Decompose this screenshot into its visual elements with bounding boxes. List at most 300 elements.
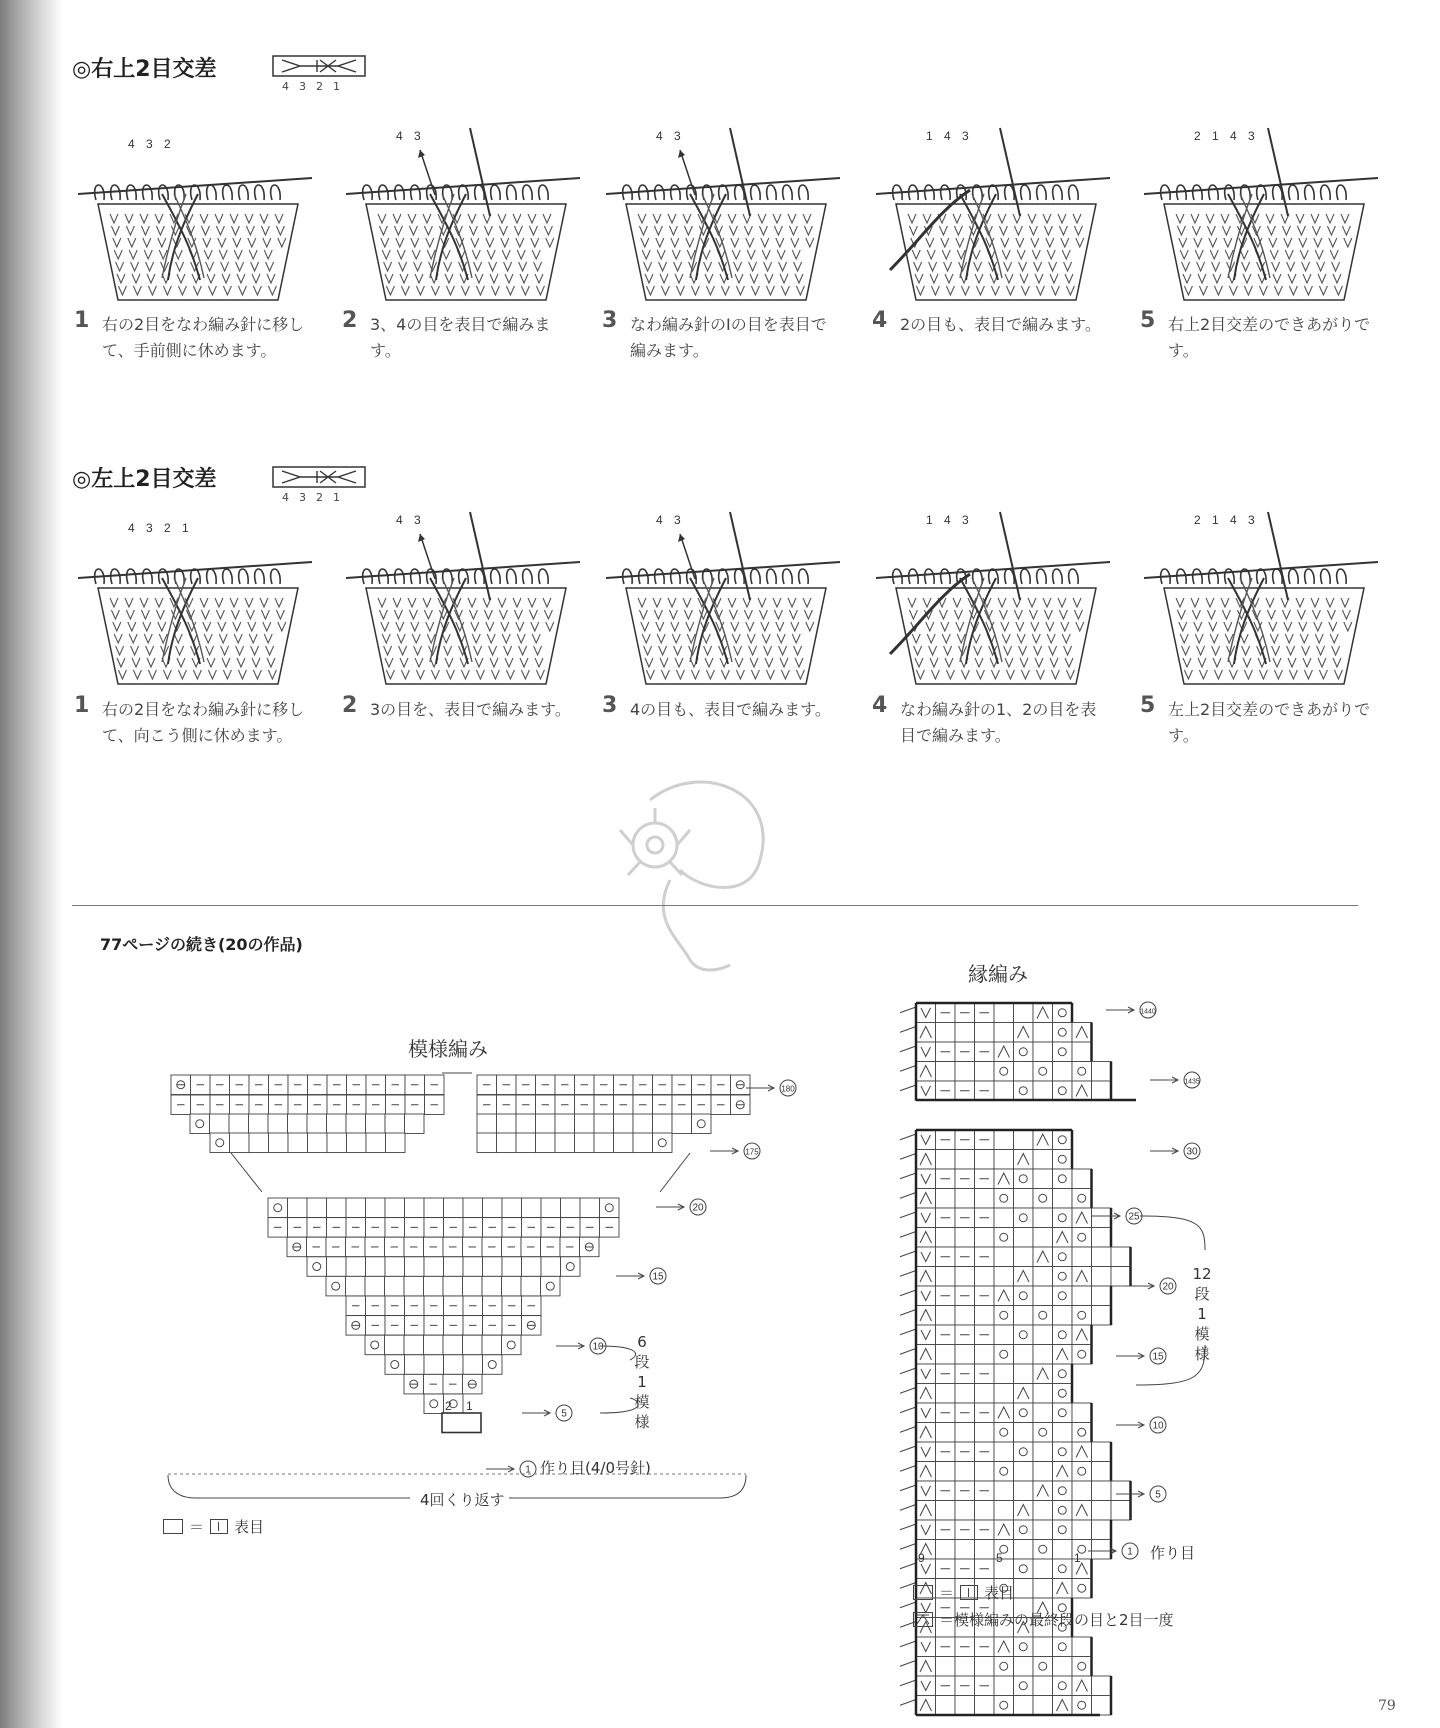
chart-cell [1053, 1481, 1073, 1501]
stitch-number-label: 2 [1194, 513, 1201, 527]
step-text: 左上2目交差のできあがりです。 [1168, 700, 1371, 745]
step-number: 4 [872, 693, 888, 718]
row-number: 10 [1152, 1420, 1164, 1432]
chart-cell [975, 1657, 995, 1677]
chart-cell [975, 1228, 995, 1248]
stitch-number-label: 3 [146, 521, 153, 535]
stitch-number-label: 4 [944, 129, 951, 143]
step-text: 右の2目をなわ編み針に移して、手前側に休めます。 [102, 315, 305, 360]
edge-cast-on-label: 作り目 [1150, 1544, 1196, 1562]
chart-cell [1053, 1208, 1073, 1228]
chart-cell [994, 1442, 1014, 1462]
chart-cell [975, 1306, 995, 1326]
chart-cell [1053, 1062, 1073, 1082]
chart-cell [1111, 1481, 1131, 1501]
chart-cell [994, 1364, 1014, 1384]
legend-text: 表目 [984, 1584, 1015, 1602]
chart-cell [916, 1442, 936, 1462]
stitch-number-label: 3 [674, 129, 681, 143]
chart-cell [1014, 1696, 1034, 1716]
chart-cell [936, 1189, 956, 1209]
chart-cell [936, 1462, 956, 1482]
chart-cell [916, 1286, 936, 1306]
chart-cell [1053, 1286, 1073, 1306]
chart-cell [1033, 1579, 1053, 1599]
chart-cell [1014, 1228, 1034, 1248]
pattern-repeat-count-label: 4回くり返す [416, 1489, 509, 1510]
chart-cell [1033, 1501, 1053, 1521]
chart-cell [975, 1267, 995, 1287]
chart-cell [936, 1345, 956, 1365]
chart-cell [1053, 1189, 1073, 1209]
chart-cell [916, 1325, 936, 1345]
stitch-number-label: 1 [926, 513, 933, 527]
step-number: 5 [1140, 308, 1156, 333]
chart-cell [916, 1081, 936, 1101]
step-text: なわ編み針のIの目を表目で編みます。 [630, 315, 827, 360]
chart-cell [1033, 1228, 1053, 1248]
edge-repeat-label: 12段1模様 [1192, 1265, 1212, 1363]
chart-cell [1014, 1286, 1034, 1306]
row-number: 20 [692, 1202, 704, 1214]
chart-cell [975, 1189, 995, 1209]
chart-cell [1014, 1462, 1034, 1482]
chart-cell [975, 1696, 995, 1716]
chart-cell [994, 1676, 1014, 1696]
chart-cell [1092, 1442, 1112, 1462]
chart-cell [1072, 1228, 1092, 1248]
chart-cell [1111, 1247, 1131, 1267]
step-number: 3 [602, 693, 618, 718]
chart-cell [994, 1150, 1014, 1170]
chart-cell [1033, 1520, 1053, 1540]
pattern-cast-on-label: 作り目(4/0号針) [540, 1459, 651, 1477]
chart-cell [1033, 1169, 1053, 1189]
chart-cell [916, 1130, 936, 1150]
step-text: 右上2目交差のできあがりです。 [1168, 315, 1371, 360]
chart-cell [1053, 1306, 1073, 1326]
chart-cell [1053, 1520, 1073, 1540]
chart-cell [1053, 1267, 1073, 1287]
chart-cell [975, 1345, 995, 1365]
stitch-number-label: 1 [1212, 129, 1219, 143]
chart-cell [1053, 1247, 1073, 1267]
chart-cell [1092, 1208, 1112, 1228]
chart-cell [936, 1423, 956, 1443]
chart-cell [1072, 1423, 1092, 1443]
chart-cell [1072, 1403, 1092, 1423]
chart-cell [1072, 1462, 1092, 1482]
stitch-number-label: 4 [396, 129, 403, 143]
chart-cell [1072, 1169, 1092, 1189]
chart-cell [1072, 1062, 1092, 1082]
chart-cell [1014, 1003, 1034, 1023]
stitch-number-label: 2 [1194, 129, 1201, 143]
chart-cell [1053, 1501, 1073, 1521]
stitch-number-label: 4 [128, 137, 135, 151]
stitch-number-label: 3 [146, 137, 153, 151]
stitch-number-label: 4 [1230, 513, 1237, 527]
stitch-number-label: 4 [128, 521, 135, 535]
stitch-number-label: 1 [182, 521, 189, 535]
chart-cell [936, 1267, 956, 1287]
stitch-number-label: 4 [656, 513, 663, 527]
chart-cell [1053, 1657, 1073, 1677]
chart-cell [994, 1062, 1014, 1082]
step-text: 3、4の目を表目で編みます。 [370, 315, 551, 360]
chart-cell [1014, 1657, 1034, 1677]
chart-cell [916, 1042, 936, 1062]
k2tog-symbol-icon [913, 1612, 933, 1627]
stitch-number-label: 2 [164, 137, 171, 151]
step-number: 1 [74, 308, 90, 333]
step-text: 右の2目をなわ編み針に移して、向こう側に休めます。 [102, 700, 305, 745]
row-number: 25 [1128, 1211, 1140, 1223]
chart-cell [955, 1345, 975, 1365]
stitch-number-label: 4 [1230, 129, 1237, 143]
chart-cell [1092, 1267, 1112, 1287]
symbol-stitch-numbers: 4321 [282, 80, 350, 93]
chart-cell [994, 1423, 1014, 1443]
chart-cell [1053, 1325, 1073, 1345]
row-number: 1 [525, 1464, 531, 1476]
chart-cell [1033, 1696, 1053, 1716]
stitch-number: 1 [1074, 1551, 1081, 1565]
chart-cell [1092, 1540, 1112, 1560]
symbol-stitch-numbers: 4321 [282, 491, 350, 504]
stitch-number-label: 3 [1248, 129, 1255, 143]
chart-cell [1072, 1657, 1092, 1677]
chart-cell [955, 1023, 975, 1043]
chart-cell [1072, 1345, 1092, 1365]
stitch-number: 2 [445, 1399, 452, 1413]
chart-cell [975, 1023, 995, 1043]
step-text: 3の目を、表目で編みます。 [370, 700, 571, 719]
chart-cell [1033, 1462, 1053, 1482]
chart-cell [1072, 1042, 1092, 1062]
chart-cell [1053, 1403, 1073, 1423]
chart-cell [994, 1003, 1014, 1023]
chart-cell [955, 1423, 975, 1443]
chart-cell [1092, 1481, 1112, 1501]
chart-cell [1092, 1228, 1112, 1248]
chart-cell [936, 1384, 956, 1404]
chart-cell [1014, 1403, 1034, 1423]
chart-cell [1053, 1169, 1073, 1189]
chart-cell [916, 1208, 936, 1228]
chart-cell [1053, 1540, 1073, 1560]
chart-cell [1033, 1657, 1053, 1677]
chart-cell [955, 1657, 975, 1677]
chart-cell [1033, 1423, 1053, 1443]
chart-cell [936, 1657, 956, 1677]
chart-cell [936, 1023, 956, 1043]
chart-cell [1033, 1042, 1053, 1062]
chart-cell [916, 1003, 936, 1023]
chart-cell [1014, 1442, 1034, 1462]
step-number: 5 [1140, 693, 1156, 718]
chart-cell [994, 1228, 1014, 1248]
chart-cell [1033, 1384, 1053, 1404]
stitch-number-label: 4 [656, 129, 663, 143]
chart-cell [1053, 1364, 1073, 1384]
stitch-number: 9 [918, 1551, 925, 1565]
chart-cell [955, 1189, 975, 1209]
stitch-number: 5 [996, 1551, 1003, 1565]
chart-cell [1072, 1286, 1092, 1306]
pattern-chart-title: 模様編み [408, 1037, 488, 1061]
pattern-repeat-label: 6段1模様 [634, 1333, 650, 1431]
chart-cell [1092, 1676, 1112, 1696]
row-number: 10 [592, 1341, 604, 1353]
chart-cell [1033, 1559, 1053, 1579]
chart-cell [1072, 1189, 1092, 1209]
chart-cell [1053, 1042, 1073, 1062]
chart-cell [916, 1676, 936, 1696]
continuation-title: 77ページの続き(20の作品) [100, 935, 303, 954]
stitch-number-label: 3 [962, 513, 969, 527]
chart-cell [994, 1023, 1014, 1043]
step-number: 4 [872, 308, 888, 333]
chart-cell [936, 1306, 956, 1326]
chart-cell [1053, 1003, 1073, 1023]
chart-cell [1014, 1423, 1034, 1443]
chart-cell [994, 1657, 1014, 1677]
stitch-number-label: 1 [926, 129, 933, 143]
chart-cell [936, 1150, 956, 1170]
step-number: 3 [602, 308, 618, 333]
chart-cell [1014, 1081, 1034, 1101]
chart-cell [1072, 1247, 1092, 1267]
step-text: 2の目も、表目で編みます。 [900, 315, 1101, 334]
page-number: 79 [1378, 1698, 1396, 1714]
stitch-number-label: 1 [1212, 513, 1219, 527]
chart-cell [1092, 1286, 1112, 1306]
step-text: 4の目も、表目で編みます。 [630, 700, 831, 719]
chart-cell [1092, 1081, 1112, 1101]
chart-cell [1053, 1150, 1073, 1170]
stitch-number-label: 4 [396, 513, 403, 527]
legend-text: 表目 [234, 1518, 265, 1536]
chart-cell [994, 1384, 1014, 1404]
row-number: 30 [1186, 1146, 1198, 1158]
chart-cell [1072, 1481, 1092, 1501]
step-number: 1 [74, 693, 90, 718]
row-number: 1440 [1140, 1008, 1156, 1016]
chart-cell [1092, 1520, 1112, 1540]
chart-cell [1033, 1267, 1053, 1287]
chart-cell [1014, 1189, 1034, 1209]
stitch-number: 1 [466, 1399, 473, 1413]
chart-cell [1014, 1062, 1034, 1082]
chart-cell [1033, 1286, 1053, 1306]
chart-cell [936, 1696, 956, 1716]
row-number: 180 [781, 1084, 795, 1094]
chart-cell [1053, 1384, 1073, 1404]
chart-cell [1014, 1579, 1034, 1599]
chart-cell [955, 1540, 975, 1560]
chart-cell [1014, 1130, 1034, 1150]
chart-cell [994, 1325, 1014, 1345]
chart-cell [1092, 1062, 1112, 1082]
chart-cell [975, 1150, 995, 1170]
chart-cell [1014, 1540, 1034, 1560]
chart-cell [916, 1520, 936, 1540]
chart-cell [936, 1228, 956, 1248]
chart-cell [1033, 1325, 1053, 1345]
chart-cell [1053, 1423, 1073, 1443]
chart-cell [1014, 1042, 1034, 1062]
legend-text: ＝模様編みの最終段の目と2目一度 [939, 1611, 1174, 1629]
chart-cell [916, 1247, 936, 1267]
blank-cell-icon [913, 1585, 933, 1600]
chart-cell [1072, 1579, 1092, 1599]
chart-cell [994, 1462, 1014, 1482]
step-number: 2 [342, 308, 358, 333]
step-number: 2 [342, 693, 358, 718]
chart-cell [975, 1540, 995, 1560]
edge-legend-1 [913, 1582, 1014, 1603]
row-number: 15 [1152, 1351, 1164, 1363]
chart-cell [1033, 1189, 1053, 1209]
chart-cell [1033, 1150, 1053, 1170]
chart-cell [994, 1247, 1014, 1267]
chart-cell [994, 1267, 1014, 1287]
row-number: 5 [1155, 1489, 1161, 1501]
stitch-number-label: 3 [414, 129, 421, 143]
chart-cell [955, 1696, 975, 1716]
chart-cell [1033, 1306, 1053, 1326]
chart-cell [955, 1462, 975, 1482]
chart-cell [1072, 1306, 1092, 1326]
stitch-number-label: 2 [164, 521, 171, 535]
chart-cell [975, 1062, 995, 1082]
chart-cell [1014, 1676, 1034, 1696]
chart-cell [1111, 1501, 1131, 1521]
chart-cell [994, 1481, 1014, 1501]
chart-cell [994, 1208, 1014, 1228]
chart-cell [1033, 1023, 1053, 1043]
chart-cell [955, 1150, 975, 1170]
chart-cell [916, 1481, 936, 1501]
chart-cell [1053, 1442, 1073, 1462]
chart-cell [1033, 1403, 1053, 1423]
chart-cell [1033, 1081, 1053, 1101]
chart-cell [1014, 1345, 1034, 1365]
chart-cell [1033, 1208, 1053, 1228]
chart-cell [994, 1696, 1014, 1716]
chart-cell [994, 1081, 1014, 1101]
chart-cell [994, 1130, 1014, 1150]
chart-cell [936, 1501, 956, 1521]
stitch-number-label: 4 [944, 513, 951, 527]
edge-legend-2 [913, 1609, 1174, 1630]
stitch-number-label: 3 [674, 513, 681, 527]
chart-cell [1014, 1325, 1034, 1345]
row-number: 1435 [1184, 1078, 1200, 1086]
legend-equals: ＝ [189, 1518, 205, 1536]
chart-cell [1033, 1676, 1053, 1696]
chart-cell [1014, 1169, 1034, 1189]
chart-cell [1014, 1637, 1034, 1657]
chart-cell [1072, 1637, 1092, 1657]
chart-cell [1092, 1696, 1112, 1716]
knit-symbol-icon [960, 1585, 978, 1600]
chart-cell [1053, 1023, 1073, 1043]
chart-cell [994, 1345, 1014, 1365]
chart-cell [936, 1540, 956, 1560]
row-number: 15 [652, 1271, 664, 1283]
section-title-left-cross: ◎左上2目交差 [72, 467, 217, 492]
chart-cell [1033, 1637, 1053, 1657]
chart-cell [975, 1501, 995, 1521]
chart-cell [916, 1637, 936, 1657]
chart-cell [1092, 1306, 1112, 1326]
chart-cell [1053, 1637, 1073, 1657]
step-text: なわ編み針の1、2の目を表目で編みます。 [900, 700, 1097, 745]
stitch-number-label: 3 [1248, 513, 1255, 527]
chart-cell [1053, 1676, 1073, 1696]
chart-cell [994, 1189, 1014, 1209]
chart-cell [1033, 1345, 1053, 1365]
chart-cell [1053, 1081, 1073, 1101]
chart-cell [1072, 1696, 1092, 1716]
chart-cell [1014, 1481, 1034, 1501]
chart-cell [936, 1062, 956, 1082]
legend-equals: ＝ [939, 1584, 955, 1602]
chart-cell [994, 1306, 1014, 1326]
chart-cell [955, 1501, 975, 1521]
chart-cell [955, 1062, 975, 1082]
chart-cell [975, 1423, 995, 1443]
chart-cell [975, 1384, 995, 1404]
chart-cell [955, 1228, 975, 1248]
chart-cell [975, 1462, 995, 1482]
edge-chart-title: 縁編み [968, 962, 1028, 986]
chart-cell [1072, 1520, 1092, 1540]
section-title-right-cross: ◎右上2目交差 [72, 57, 217, 82]
chart-cell [1014, 1520, 1034, 1540]
row-number: 175 [745, 1147, 759, 1157]
row-number: 20 [1162, 1281, 1174, 1293]
chart-cell [994, 1501, 1014, 1521]
chart-cell [1053, 1559, 1073, 1579]
chart-cell [955, 1384, 975, 1404]
stitch-number-label: 3 [962, 129, 969, 143]
chart-cell [916, 1169, 936, 1189]
chart-cell [955, 1267, 975, 1287]
chart-cell [1033, 1442, 1053, 1462]
chart-cell [1014, 1247, 1034, 1267]
chart-cell [955, 1306, 975, 1326]
chart-cell [1092, 1501, 1112, 1521]
chart-cell [1014, 1559, 1034, 1579]
chart-cell [1033, 1540, 1053, 1560]
chart-cell [916, 1403, 936, 1423]
chart-cell [1053, 1130, 1073, 1150]
stitch-number-label: 3 [414, 513, 421, 527]
chart-cell [1111, 1267, 1131, 1287]
chart-cell [1014, 1364, 1034, 1384]
chart-cell [1092, 1462, 1112, 1482]
chart-cell [1014, 1208, 1034, 1228]
row-number: 5 [561, 1408, 567, 1420]
row-number: 1 [1127, 1546, 1133, 1558]
chart-cell [1033, 1062, 1053, 1082]
chart-cell [1014, 1306, 1034, 1326]
chart-cell [916, 1364, 936, 1384]
chart-cell [1092, 1247, 1112, 1267]
